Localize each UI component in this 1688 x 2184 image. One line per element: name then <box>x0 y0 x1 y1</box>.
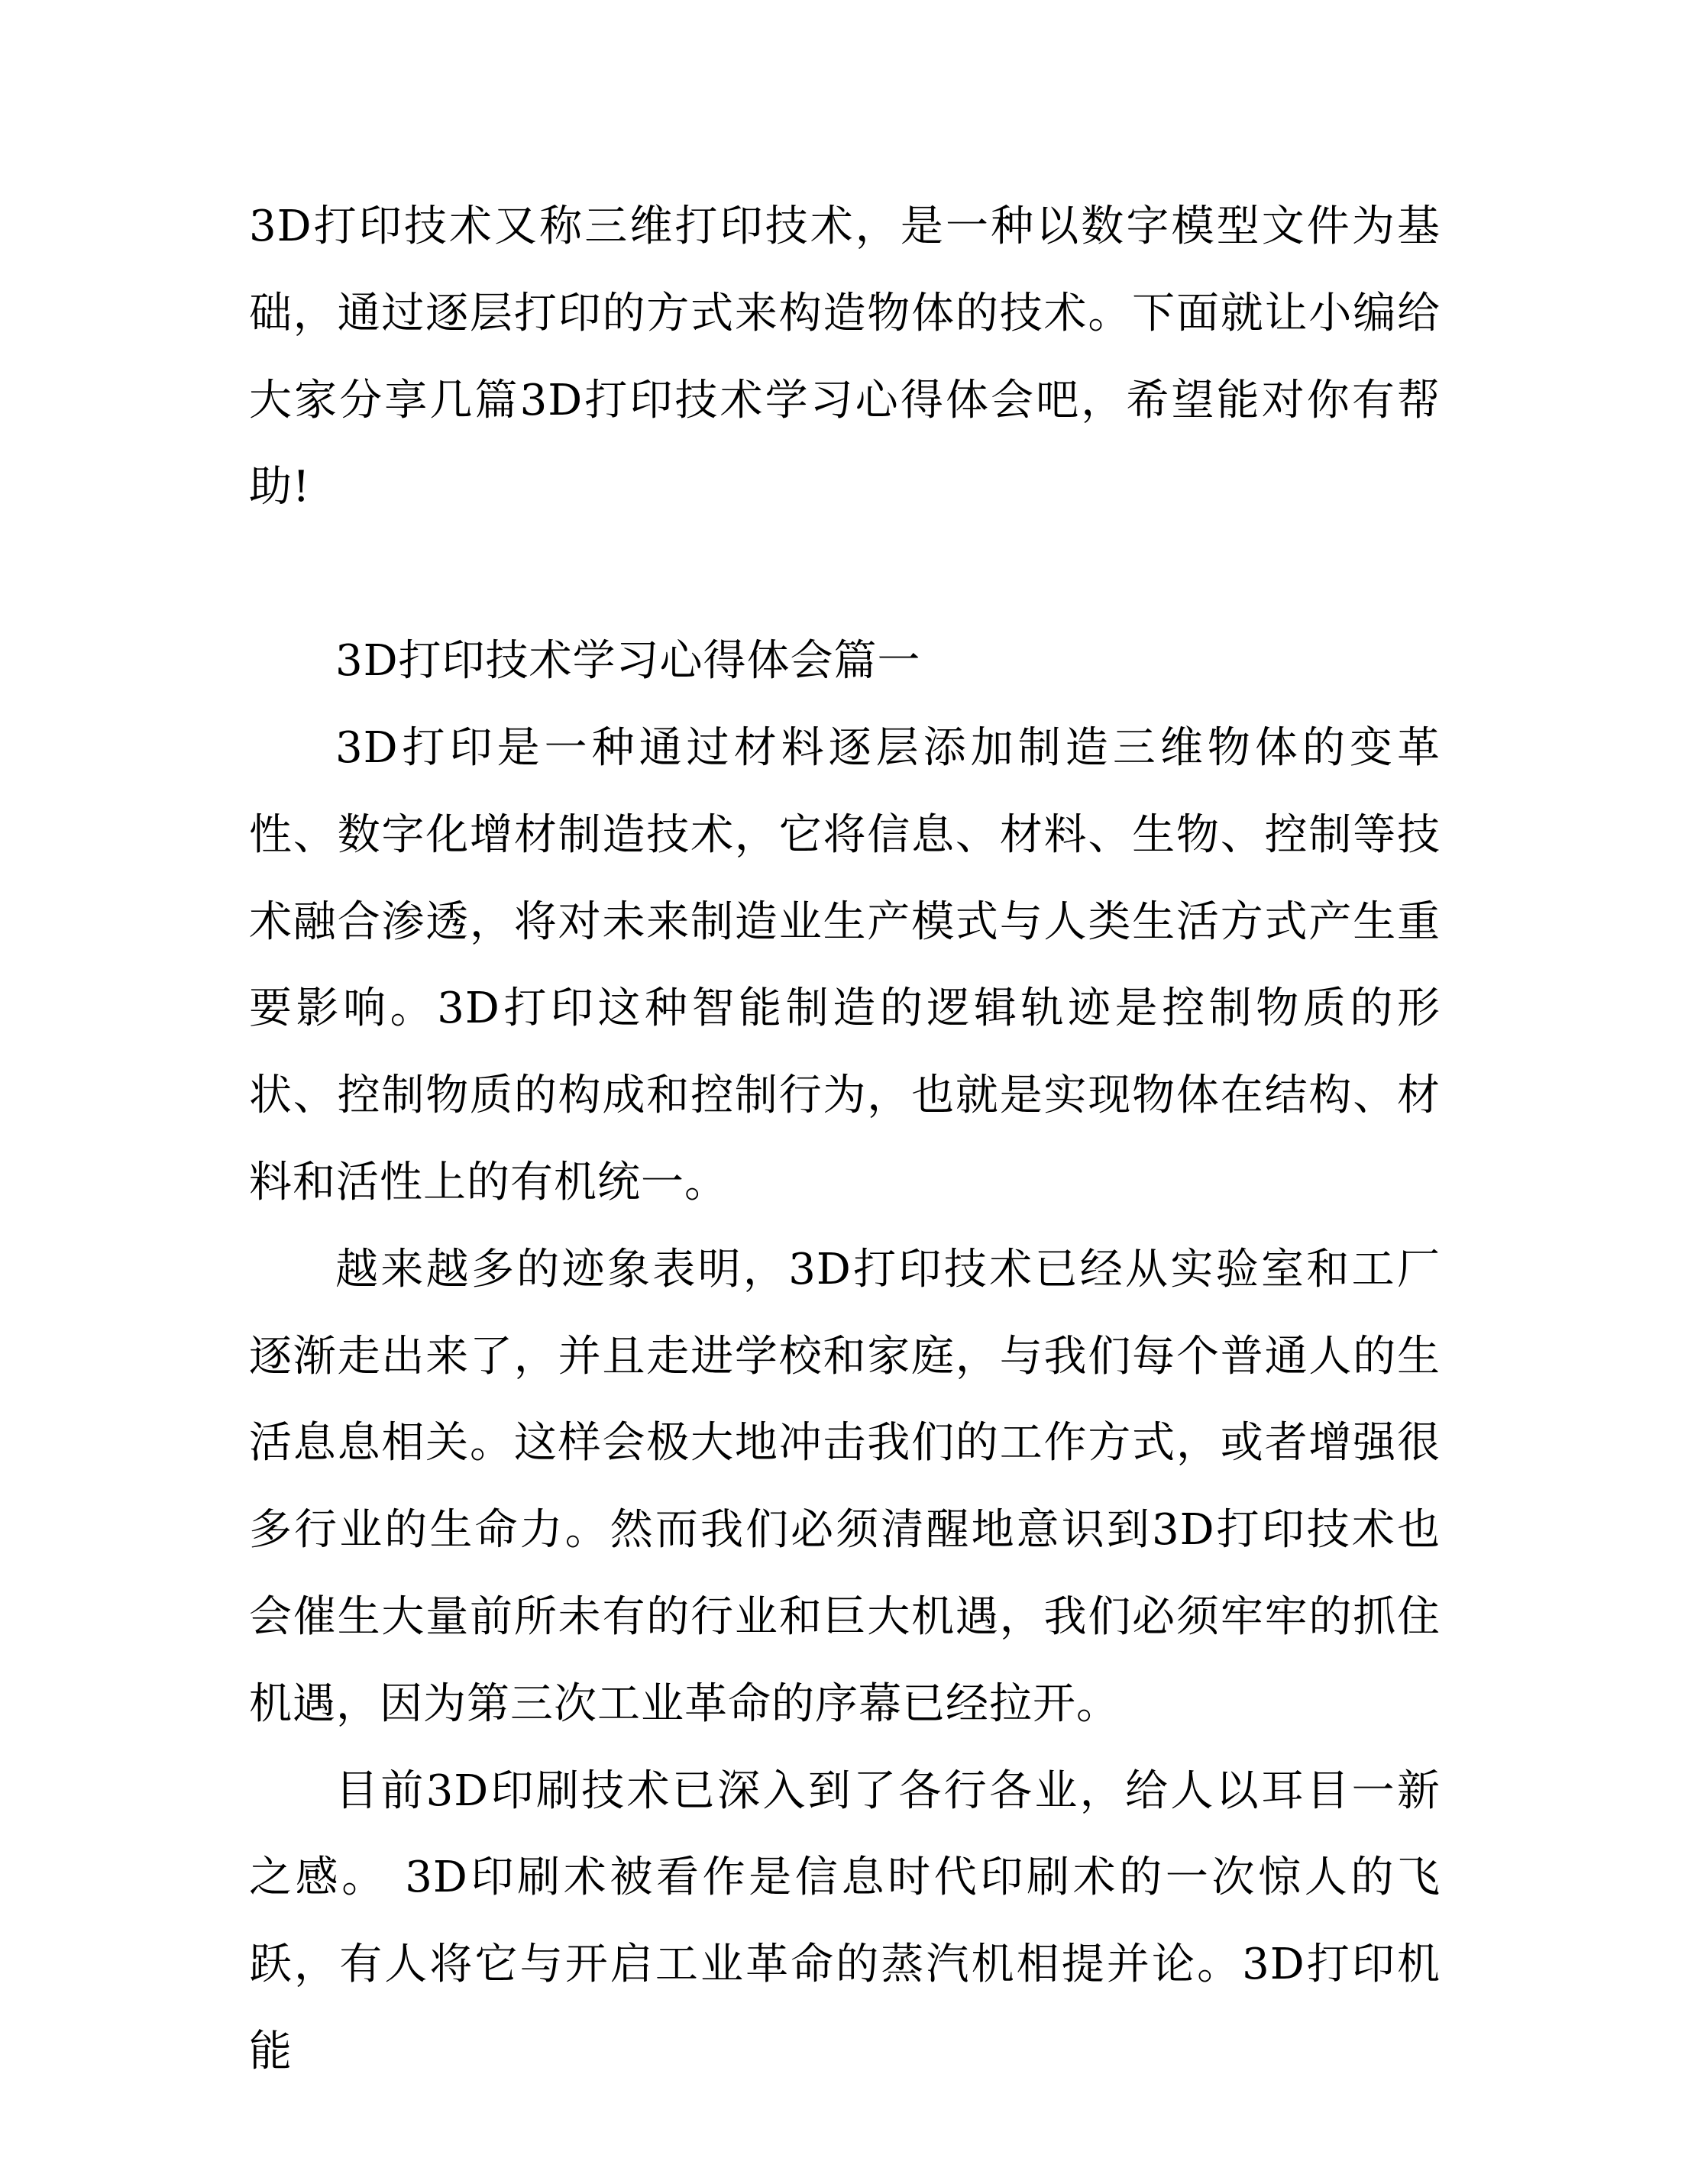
section-title: 3D打印技术学习心得体会篇一 <box>335 636 921 687</box>
body-paragraph-1: 3D打印是一种通过材料逐层添加制造三维物体的变革性、数字化增材制造技术，它将信息、材料、生物、控制等技术融合渗透，将对未来制造业生产模式与人类生活方式产生重要影响。3D打印这种智能制造的逻辑轨迹是控制物质的形状、控制物质的构成和控制行为，也就是实现物体在结构、材料和活性上的有机统一。 <box>249 722 1441 1207</box>
intro-paragraph: 3D打印技术又称三维打印技术，是一种以数字模型文件为基础，通过逐层打印的方式来构造物体的技术。下面就让小编给大家分享几篇3D打印技术学习心得体会吧，希望能对你有帮助! <box>249 202 1441 512</box>
body-paragraph-2: 越来越多的迹象表明，3D打印技术已经从实验室和工厂逐渐走出来了，并且走进学校和家庭，与我们每个普通人的生活息息相关。这样会极大地冲击我们的工作方式，或者增强很多行业的生命力。然而我们必须清醒地意识到3D打印技术也会催生大量前所未有的行业和巨大机遇，我们必须牢牢的抓住机遇，因为第三次工业革命的序幕已经拉开。 <box>249 1244 1441 1729</box>
document-body <box>249 183 1441 2095</box>
body-paragraph-3: 目前3D印刷技术已深入到了各行各业，给人以耳目一新之感。 3D印刷术被看作是信息时代印刷术的一次惊人的飞跃，有人将它与开启工业革命的蒸汽机相提并论。3D打印机能 <box>249 1766 1441 2076</box>
